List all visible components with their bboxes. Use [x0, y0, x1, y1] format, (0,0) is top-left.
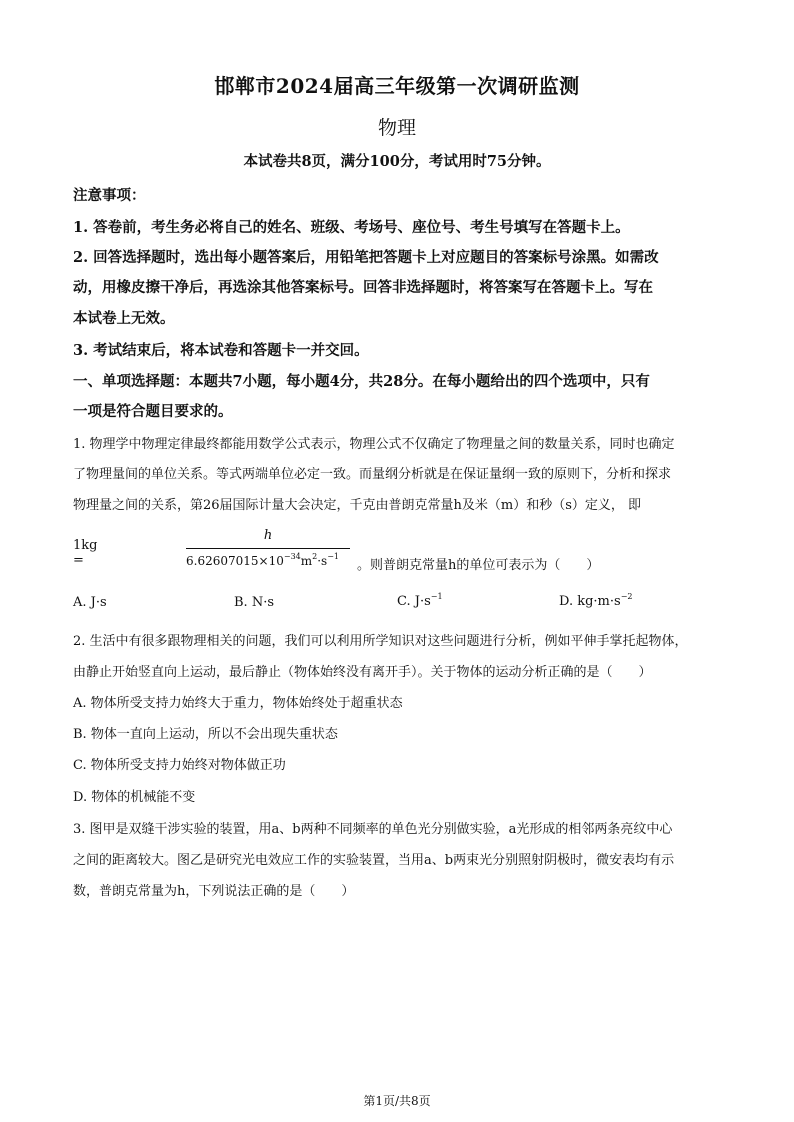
question-1-line-3: 物理量之间的关系，第26届国际计量大会决定，千克由普朗克常量h及米（m）和秒（s）定义， 即: [73, 498, 642, 513]
subject-heading: 物理: [377, 117, 416, 139]
notice-item-1: 1. 答卷前，考生务必将自己的姓名、班级、考场号、座位号、考生号填写在答题卡上。: [73, 219, 630, 236]
formula-numerator: h: [263, 528, 273, 543]
formula-denominator: $6.62607015\times 10^{-34}m^2\cdot s^{-1}$: [186, 552, 340, 568]
question-3-line-2: 之间的距离较大。图乙是研究光电效应工作的实验装置，当用a、b两束光分别照射阴极时，微安表均有示: [73, 853, 675, 868]
exam-meta: 本试卷共8页，满分100分，考试用时75分钟。: [243, 153, 551, 170]
question-1-option-b[interactable]: B. N·s: [234, 595, 274, 610]
question-2-option-c[interactable]: C. 物体所受支持力始终对物体做正功: [73, 758, 286, 773]
notice-item-3: 3. 考试结束后，将本试卷和答题卡一并交回。: [73, 342, 369, 359]
question-1-prompt: 。则普朗克常量h的单位可表示为（ ）: [357, 558, 600, 573]
notice-item-2-line-2: 动，用橡皮擦干净后，再选涂其他答案标号。回答非选择题时，将答案写在答题卡上。写在: [73, 279, 653, 296]
page-number: 第1页/共8页: [363, 1094, 431, 1108]
question-2-option-d[interactable]: D. 物体的机械能不变: [73, 790, 196, 805]
question-2-line-2: 由静止开始竖直向上运动，最后静止（物体始终没有离开手）。关于物体的运动分析正确的是（ ）: [73, 665, 652, 680]
question-1-option-d[interactable]: D. $kg\cdot m\cdot s^{-2}$: [559, 592, 633, 609]
question-3-line-1: 3. 图甲是双缝干涉实验的装置，用a、b两种不同频率的单色光分别做实验，a光形成的相邻两条亮纹中心: [73, 822, 673, 837]
page-title: 邯郸市2024届高三年级第一次调研监测: [214, 74, 580, 98]
question-1-option-c[interactable]: C. $J\cdot s^{-1}$: [397, 592, 443, 609]
question-2-option-a[interactable]: A. 物体所受支持力始终大于重力，物体始终处于超重状态: [73, 696, 403, 711]
formula-lhs: 1kg =: [73, 538, 98, 568]
question-3-line-3: 数，普朗克常量为h，下列说法正确的是（ ）: [73, 884, 355, 899]
notice-heading: 注意事项：: [73, 187, 146, 204]
section-heading-line-1: 一、单项选择题：本题共7小题，每小题4分，共28分。在每小题给出的四个选项中，只有: [73, 373, 650, 390]
fraction-bar: [186, 548, 350, 549]
question-1-line-1: 1. 物理学中物理定律最终都能用数学公式表示，物理公式不仅确定了物理量之间的数量关系，同时也确定: [73, 437, 675, 452]
notice-item-2-line-3: 本试卷上无效。: [73, 310, 175, 327]
question-2-line-1: 2. 生活中有很多跟物理相关的问题，我们可以利用所学知识对这些问题进行分析，例如平伸手掌托起物体，: [73, 634, 688, 649]
notice-item-2-line-1: 2. 回答选择题时，选出每小题答案后，用铅笔把答题卡上对应题目的答案标号涂黑。如需改: [73, 249, 659, 266]
section-heading-line-2: 一项是符合题目要求的。: [73, 403, 233, 420]
question-1-line-2: 了物理量间的单位关系。等式两端单位必定一致。而量纲分析就是在保证量纲一致的原则下，分析和探求: [73, 467, 672, 482]
question-1-option-a[interactable]: A. J·s: [73, 595, 107, 610]
question-2-option-b[interactable]: B. 物体一直向上运动，所以不会出现失重状态: [73, 727, 338, 742]
